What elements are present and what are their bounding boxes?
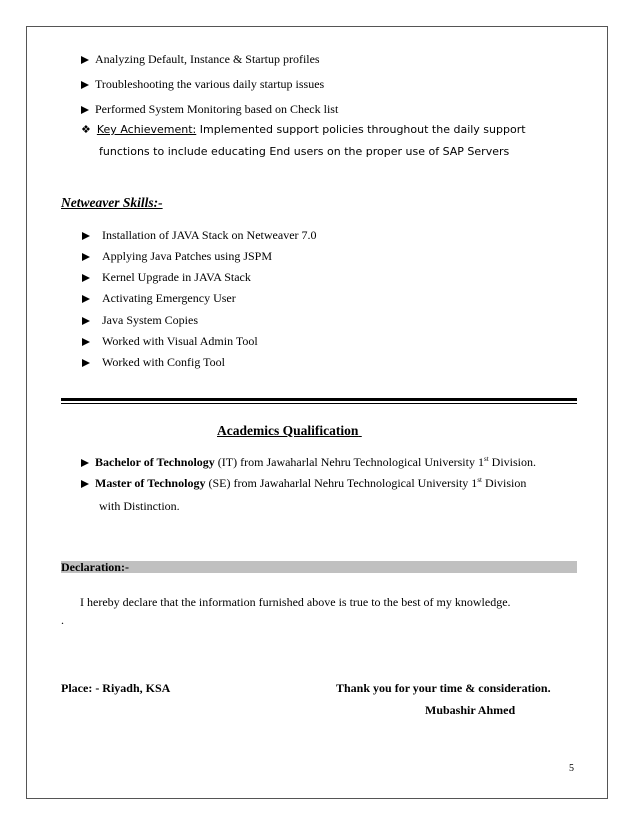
netweaver-heading: Netweaver Skills:- <box>61 195 163 210</box>
list-item <box>82 291 236 306</box>
declaration-heading: Declaration:- <box>61 560 129 574</box>
skill-text: Kernel Upgrade in JAVA Stack <box>102 270 251 284</box>
list-item <box>82 334 258 349</box>
arrow-bullet-icon <box>81 106 89 114</box>
declaration-text: I hereby declare that the information furnished above is true to the best of my knowledge. <box>80 595 511 609</box>
skill-text: Activating Emergency User <box>102 291 236 305</box>
place-text: Place: - Riyadh, KSA <box>61 681 171 695</box>
divider-thick <box>61 398 577 401</box>
arrow-bullet-icon <box>82 295 90 303</box>
skill-text: Applying Java Patches using JSPM <box>102 249 273 263</box>
declaration-dot: . <box>61 613 64 627</box>
list-item <box>81 102 338 117</box>
key-achievement-text: Implemented support policies throughout the daily support <box>199 123 526 136</box>
declaration-bar <box>61 561 577 573</box>
arrow-bullet-icon <box>81 56 89 64</box>
skill-text: Java System Copies <box>102 313 198 327</box>
degree-line2: with Distinction. <box>99 499 180 513</box>
list-item <box>82 249 272 264</box>
arrow-bullet-icon <box>81 480 89 488</box>
arrow-bullet-icon <box>81 81 89 89</box>
key-achievement-line2: functions to include educating End users on the proper use of SAP Servers <box>99 145 510 158</box>
key-achievement-line1 <box>81 123 526 136</box>
bullet-text: Performed System Monitoring based on Check list <box>95 102 339 116</box>
arrow-bullet-icon <box>82 274 90 282</box>
arrow-bullet-icon <box>82 253 90 261</box>
bullet-text: Analyzing Default, Instance & Startup profiles <box>95 52 320 66</box>
degree-name: Bachelor of Technology <box>95 455 215 469</box>
skill-text: Worked with Config Tool <box>102 355 225 369</box>
divider-thin <box>61 403 577 404</box>
signature-name: Mubashir Ahmed <box>425 703 516 717</box>
thanks-text: Thank you for your time & consideration. <box>336 681 551 695</box>
skill-text: Installation of JAVA Stack on Netweaver 7.0 <box>102 228 317 242</box>
list-item <box>81 52 320 67</box>
list-item <box>82 313 198 328</box>
arrow-bullet-icon <box>82 317 90 325</box>
arrow-bullet-icon <box>82 359 90 367</box>
list-item <box>82 355 225 370</box>
skill-text: Worked with Visual Admin Tool <box>102 334 258 348</box>
list-item <box>81 77 324 92</box>
page-number: 5 <box>569 763 574 774</box>
arrow-bullet-icon <box>82 338 90 346</box>
degree-item: Bachelor of Technology (IT) from Jawaharlal Nehru Technological University 1st Division. <box>81 455 536 470</box>
list-item <box>82 228 317 243</box>
degree-name: Master of Technology <box>95 476 206 490</box>
academics-heading: Academics Qualification <box>217 423 359 438</box>
list-item <box>82 270 251 285</box>
key-achievement-label: Key Achievement: <box>96 123 197 136</box>
degree-item: Master of Technology (SE) from Jawaharlal Nehru Technological University 1st Division <box>81 476 526 491</box>
bullet-text: Troubleshooting the various daily startup issues <box>95 77 325 91</box>
arrow-bullet-icon <box>82 232 90 240</box>
diamond-bullet-icon: ❖ <box>81 123 91 136</box>
arrow-bullet-icon <box>81 459 89 467</box>
